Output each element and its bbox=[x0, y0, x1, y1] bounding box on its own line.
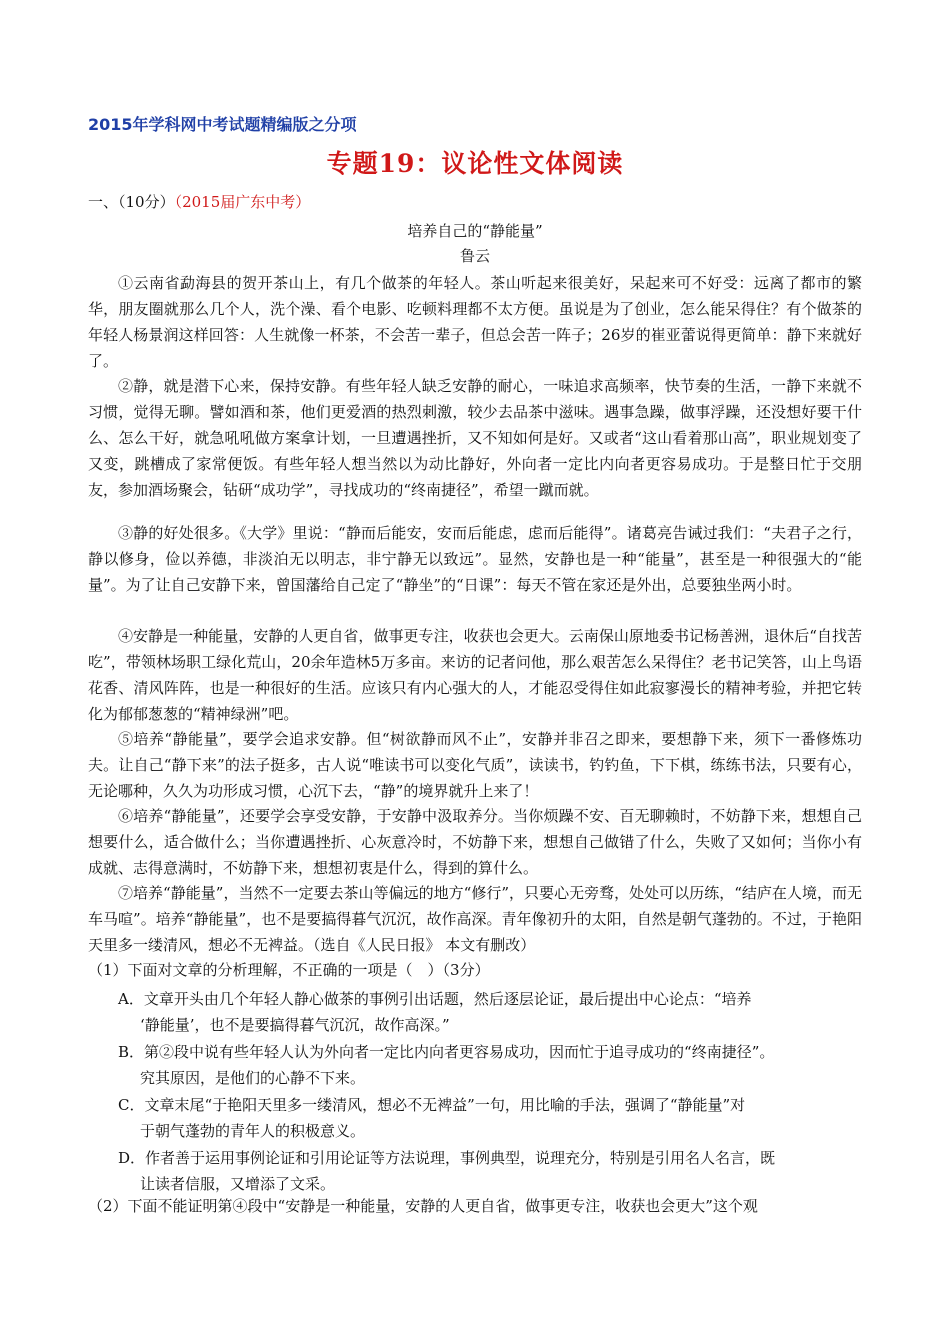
question-1-stem: （1）下面对文章的分析理解，不正确的一项是（ ）（3分） bbox=[88, 961, 490, 979]
option-c-continuation: 于朝气蓬勃的青年人的积极意义。 bbox=[140, 1122, 366, 1140]
question-group-label: 一、（10分） bbox=[88, 193, 175, 211]
option-c-text: 文章末尾“于艳阳天里多一缕清风，想必不无裨益”一句，用比喻的手法，强调了“静能量”对 bbox=[144, 1096, 746, 1114]
article-paragraph-2: ②静，就是潜下心来，保持安静。有些年轻人缺乏安静的耐心，一味追求高频率，快节奏的生活，一静下来就不习惯，觉得无聊。譬如酒和茶，他们更爱酒的热烈刺激，较少去品茶中滋味。遇事急躁，做事浮躁，还没想好要干什么、怎么干好，就急吼吼做方案拿计划，一旦遭遇挫折，又不知如何是好。又或者“这山看着那山高”，职业规划变了又变，跳槽成了家常便饭。有些年轻人想当然以为动比静好，外向者一定比内向者更容易成功。于是整日忙于交朋友，参加酒场聚会，钻研“成功学”，寻找成功的“终南捷径”，希望一蹴而就。 bbox=[88, 377, 862, 499]
article-title: 培养自己的“静能量” bbox=[407, 222, 543, 240]
option-b-continuation: 究其原因，是他们的心静不下来。 bbox=[140, 1069, 366, 1087]
option-c bbox=[118, 1092, 876, 1144]
option-b-text: 第②段中说有些年轻人认为外向者一定比内向者更容易成功，因而忙于追寻成功的“终南捷径”。 bbox=[144, 1043, 775, 1061]
question-source: （2015届广东中考） bbox=[174, 193, 311, 211]
option-d-letter: D． bbox=[118, 1149, 146, 1167]
article-paragraph-3: ③静的好处很多。《大学》里说：“静而后能安，安而后能虑，虑而后能得”。诸葛亮告诫过我们：“夫君子之行，静以修身，俭以养德，非淡泊无以明志，非宁静无以致远”。显然，安静也是一种“能量”，甚至是一种很强大的“能量”。为了让自己安静下来，曾国藩给自己定了“静坐”的“日课”：每天不管在家还是外出，总要独坐两小时。 bbox=[88, 524, 862, 594]
option-c-letter: C． bbox=[118, 1096, 145, 1114]
page-title: 专题19：议论性文体阅读 bbox=[326, 149, 624, 178]
article-paragraph-7: ⑦培养“静能量”，当然不一定要去茶山等偏远的地方“修行”，只要心无旁骛，处处可以历练，“结庐在人境，而无车马喧”。培养“静能量”，也不是要搞得暮气沉沉，故作高深。青年像初升的太阳，自然是朝气蓬勃的。不过，于艳阳天里多一缕清风，想必不无裨益。（选自《人民日报》 本文有删改） bbox=[88, 884, 862, 954]
option-d bbox=[118, 1145, 876, 1197]
option-b bbox=[118, 1039, 876, 1091]
article-paragraph-4: ④安静是一种能量，安静的人更自省，做事更专注，收获也会更大。云南保山原地委书记杨善洲，退休后“自找苦吃”，带领林场职工绿化荒山，20余年造林5万多亩。来访的记者问他，那么艰苦怎么呆得住？老书记笑答，山上鸟语花香、清风阵阵，也是一种很好的生活。应该只有内心强大的人，才能忍受得住如此寂寥漫长的精神考验，并把它转化为郁郁葱葱的“精神绿洲”吧。 bbox=[88, 627, 862, 723]
series-heading: 2015年学科网中考试题精编版之分项 bbox=[88, 115, 357, 134]
article-paragraph-5: ⑤培养“静能量”，要学会追求安静。但“树欲静而风不止”，安静并非召之即来，要想静下来，须下一番修炼功夫。让自己“静下来”的法子挺多，古人说“唯读书可以变化气质”，读读书，钓钓鱼，下下棋，练练书法，只要有心，无论哪种，久久为功形成习惯，心沉下去，“静”的境界就升上来了！ bbox=[88, 730, 862, 800]
article-paragraph-1: ①云南省勐海县的贺开茶山上，有几个做茶的年轻人。茶山听起来很美好，呆起来可不好受：远离了都市的繁华，朋友圈就那么几个人，洗个澡、看个电影、吃顿料理都不太方便。虽说是为了创业，怎么能呆得住？有个做茶的年轻人杨景润这样回答：人生就像一杯茶，不会苦一辈子，但总会苦一阵子；26岁的崔亚蕾说得更简单：静下来就好了。 bbox=[88, 274, 862, 370]
article-paragraph-6: ⑥培养“静能量”，还要学会享受安静，于安静中汲取养分。当你烦躁不安、百无聊赖时，不妨静下来，想想自己想要什么，适合做什么；当你遭遇挫折、心灰意冷时，不妨静下来，想想自己做错了什么，失败了又如何；当你小有成就、志得意满时，不妨静下来，想想初衷是什么，得到的算什么。 bbox=[88, 807, 862, 877]
option-d-continuation: 让读者信服，又增添了文采。 bbox=[140, 1175, 336, 1193]
option-d-text: 作者善于运用事例论证和引用论证等方法说理，事例典型，说理充分，特别是引用名人名言，既 bbox=[145, 1149, 776, 1167]
option-a-letter: A． bbox=[118, 990, 144, 1008]
question-2-stem: （2）下面不能证明第④段中“安静是一种能量，安静的人更自省，做事更专注，收获也会更大”这个观 bbox=[88, 1197, 758, 1215]
option-a-continuation: ‘静能量’，也不是要搞得暮气沉沉，故作高深。” bbox=[140, 1016, 450, 1034]
question-group-heading bbox=[88, 191, 310, 212]
article-author: 鲁云 bbox=[459, 247, 490, 265]
option-b-letter: B． bbox=[118, 1043, 145, 1061]
option-a-text: 文章开头由几个年轻人静心做茶的事例引出话题，然后逐层论证，最后提出中心论点：“培养 bbox=[143, 990, 752, 1008]
option-a bbox=[118, 986, 876, 1038]
